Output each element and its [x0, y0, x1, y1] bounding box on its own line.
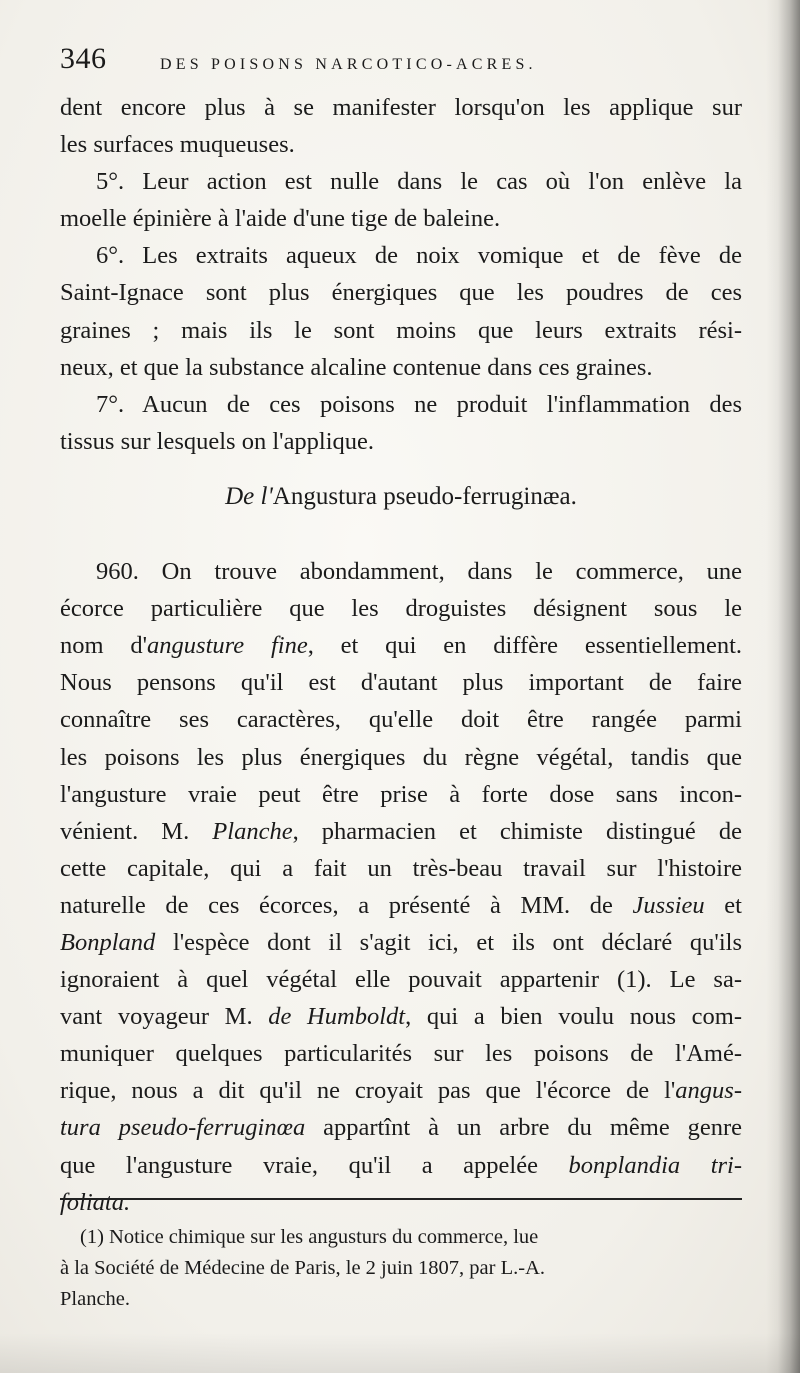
footnote: [60, 1222, 742, 1315]
text-line: [60, 887, 742, 924]
heading-title: Angustura pseudo-ferruginæa.: [272, 482, 577, 510]
text-line: les surfaces muqueuses.: [60, 131, 295, 159]
text-run: appartînt à un arbre du même genre: [305, 1114, 742, 1142]
italic-name: Jussieu: [632, 891, 705, 919]
text-line: [60, 924, 742, 961]
italic-term: angusture fine: [147, 632, 308, 660]
italic-name: de Humboldt: [268, 1003, 406, 1031]
text-line: [60, 813, 742, 850]
heading-prefix: De l': [225, 482, 273, 510]
text-line: dent encore plus à se manifester lorsqu'on les applique sur: [60, 94, 742, 121]
text-run: naturelle de ces écorces, a présenté à MM. de: [60, 891, 633, 919]
italic-term: tura pseudo-ferruginœa: [60, 1114, 306, 1142]
text-line: [60, 1147, 742, 1184]
text-line: écorce particulière que les droguistes désignent sous le: [60, 595, 742, 623]
italic-term: angus-: [675, 1077, 742, 1105]
text-line: 7°. Aucun de ces poisons ne produit l'inflammation des: [96, 390, 742, 418]
footnote-line: [60, 1222, 742, 1253]
footnote-rule: [60, 1198, 742, 1200]
italic-term: bonplandia tri-: [568, 1151, 742, 1179]
text-line: Saint-Ignace sont plus énergiques que les poudres de ces: [60, 279, 742, 307]
footnote-line: Planche.: [60, 1288, 131, 1310]
page-gutter-shadow: [766, 0, 800, 1373]
text-line: neux, et que la substance alcaline contenue dans ces graines.: [60, 353, 653, 381]
text-line: l'angusture vraie peut être prise à forte dose sans incon-: [60, 780, 742, 808]
text-line: tissus sur lesquels on l'applique.: [60, 427, 375, 455]
text-line: muniquer quelques particularités sur les poisons de l'Amé-: [60, 1040, 742, 1068]
section-heading: [60, 478, 742, 515]
text-line: ignoraient à quel végétal elle pouvait appartenir (1). Le sa-: [60, 966, 742, 994]
text-line: 6°. Les extraits aqueux de noix vomique et de fève de: [96, 242, 742, 270]
text-run: vénient. M.: [60, 817, 213, 845]
text-line: graines ; mais ils le sont moins que leurs extraits rési-: [60, 316, 742, 344]
text-run: , et qui en diffère essentiellement.: [307, 632, 742, 660]
text-run: , qui a bien voulu nous com-: [405, 1003, 743, 1031]
text-run: que l'angusture vraie, qu'il a appelée: [60, 1151, 569, 1179]
text-run: vant voyageur M.: [60, 1003, 269, 1031]
main-text: [60, 89, 742, 1221]
page-header: [60, 40, 750, 84]
text-line: [60, 1184, 742, 1221]
text-line: [60, 1109, 742, 1146]
text-line: [60, 998, 742, 1035]
running-head: DES POISONS NARCOTICO-ACRES.: [160, 56, 537, 73]
text-line: [60, 627, 742, 664]
italic-name: Planche: [212, 817, 293, 845]
footnote-text: (1) Notice chimique sur les angusturs du commerce, lue: [80, 1226, 539, 1248]
text-run: , pharmacien et chimiste distingué de: [292, 817, 742, 845]
text-run: nom d': [60, 632, 148, 660]
text-run: rique, nous a dit qu'il ne croyait pas que l'écorce de l': [60, 1077, 676, 1105]
italic-term: foliata.: [60, 1188, 131, 1216]
text-run: l'espèce dont il s'agit ici, et ils ont déclaré qu'ils: [155, 928, 742, 956]
text-line: Nous pensons qu'il est d'autant plus important de faire: [60, 669, 742, 697]
text-run: et: [704, 891, 742, 919]
page-number: 346: [60, 42, 107, 75]
text-line: moelle épinière à l'aide d'une tige de baleine.: [60, 205, 501, 233]
italic-name: Bonpland: [60, 928, 156, 956]
footnote-line: à la Société de Médecine de Paris, le 2 juin 1807, par L.-A.: [60, 1257, 546, 1279]
text-line: connaître ses caractères, qu'elle doit être rangée parmi: [60, 706, 742, 734]
text-line: 5°. Leur action est nulle dans le cas où l'on enlève la: [96, 168, 742, 196]
text-line: [60, 1072, 742, 1109]
text-line: cette capitale, qui a fait un très-beau travail sur l'histoire: [60, 854, 742, 882]
text-line: 960. On trouve abondamment, dans le commerce, une: [96, 558, 742, 586]
page-bottom-shadow: [0, 1333, 800, 1373]
text-line: les poisons les plus énergiques du règne végétal, tandis que: [60, 743, 742, 771]
